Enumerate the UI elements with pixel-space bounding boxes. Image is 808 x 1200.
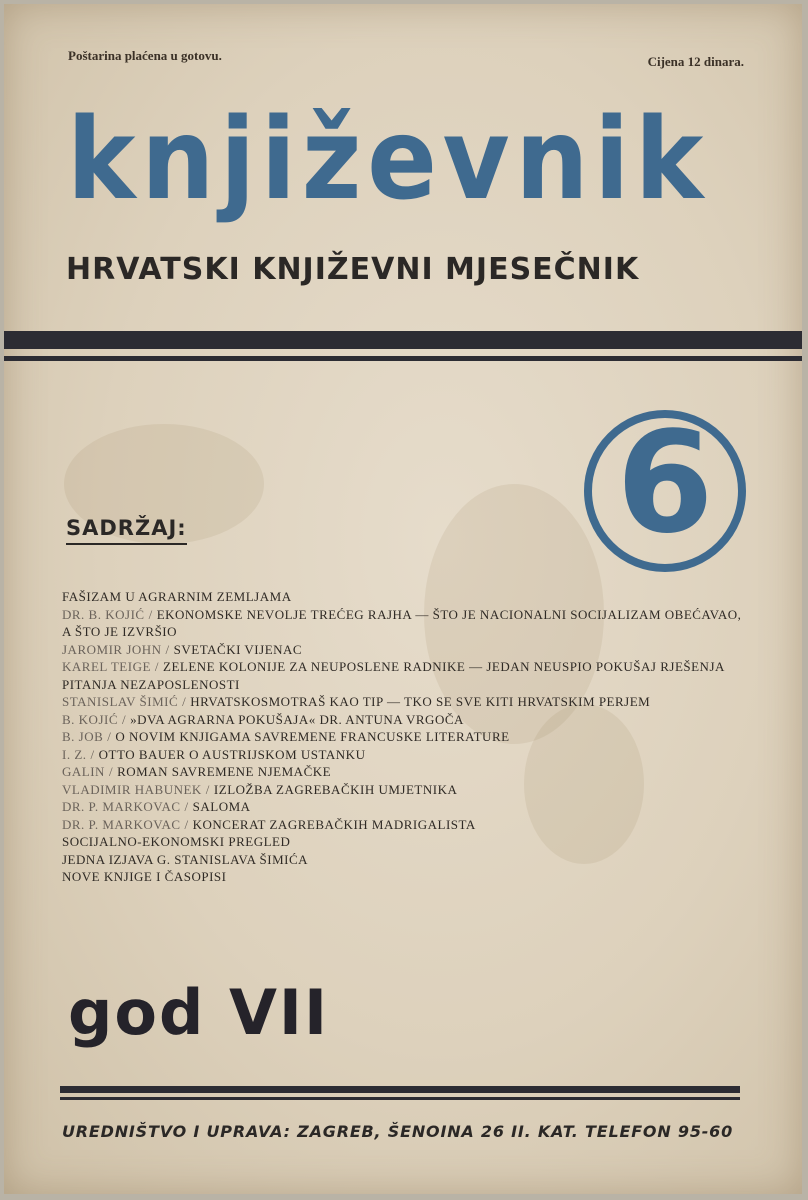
toc-entry <box>62 833 752 851</box>
toc-title: FAŠIZAM U AGRARNIM ZEMLJAMA <box>62 589 292 604</box>
toc-separator: / <box>107 729 112 744</box>
toc-author: B. JOB <box>62 729 104 744</box>
toc-author: DR. P. MARKOVAC <box>62 816 181 832</box>
volume-year: god VII <box>68 976 330 1049</box>
postage-note: Poštarina plaćena u gotovu. <box>68 48 222 63</box>
footer-divider-thin <box>60 1097 740 1100</box>
divider-thick <box>4 331 802 349</box>
toc-title: »DVA AGRARNA POKUŠAJA« DR. ANTUNA VRGOČA <box>130 711 464 727</box>
toc-title: SVETAČKI VIJENAC <box>173 641 303 657</box>
toc-entry <box>62 781 752 799</box>
toc-separator: / <box>154 659 160 674</box>
toc-title: OTTO BAUER O AUSTRIJSKOM USTANKU <box>98 746 366 762</box>
toc-author: STANISLAV ŠIMIĆ <box>62 694 179 709</box>
toc-title: HRVATSKOSMOTRAŠ KAO TIP — TKO SE SVE KITI HRVATSKIM PERJEM <box>190 694 651 709</box>
divider-thin <box>4 356 802 361</box>
toc-separator: / <box>165 641 170 657</box>
toc-author: DR. B. KOJIĆ <box>62 606 145 622</box>
toc-separator: / <box>184 816 189 832</box>
toc-title: JEDNA IZJAVA G. STANISLAVA ŠIMIĆA <box>62 851 309 867</box>
toc-title: SOCIJALNO-EKONOMSKI PREGLED <box>62 834 291 849</box>
toc-entry <box>62 763 752 781</box>
toc-author: KAREL TEIGE <box>62 659 151 674</box>
toc-separator: / <box>122 711 127 727</box>
toc-entry <box>62 851 752 869</box>
toc-separator: / <box>148 606 153 622</box>
toc-separator: / <box>184 799 189 814</box>
toc-entry <box>62 868 752 886</box>
toc-author: JAROMIR JOHN <box>62 641 162 657</box>
toc-title: NOVE KNJIGE I ČASOPISI <box>62 869 227 884</box>
toc-separator: / <box>108 764 114 779</box>
toc-title: SALOMA <box>192 799 251 814</box>
toc-title: KONCERAT ZAGREBAČKIH MADRIGALISTA <box>192 816 476 832</box>
toc-entry <box>62 746 752 764</box>
toc-entry <box>62 606 752 641</box>
toc-entry <box>62 658 752 693</box>
toc-title: ROMAN SAVREMENE NJEMAČKE <box>117 764 332 779</box>
toc-author: I. Z. <box>62 746 87 762</box>
masthead-subtitle: HRVATSKI KNJIŽEVNI MJESEČNIK <box>66 252 640 287</box>
toc-entry <box>62 798 752 816</box>
toc-title: ZELENE KOLONIJE ZA NEUPOSLENE RADNIKE — JEDAN NEUSPIO POKUŠAJ RJEŠENJA PITANJA NEZAPOSLENOSTI <box>62 659 725 692</box>
toc-entry <box>62 728 752 746</box>
issue-number: 6 <box>616 402 714 565</box>
toc-separator: / <box>205 781 210 797</box>
price-note: Cijena 12 dinara. <box>647 54 744 69</box>
toc-title: EKONOMSKE NEVOLJE TREĆEG RAJHA — ŠTO JE NACIONALNI SOCIJALIZAM OBEĆAVAO, A ŠTO JE IZVRŠIO <box>62 606 742 639</box>
toc-title: O NOVIM KNJIGAMA SAVREMENE FRANCUSKE LITERATURE <box>115 729 510 744</box>
table-of-contents <box>62 588 752 886</box>
masthead-title: književnik <box>67 95 709 225</box>
toc-title: IZLOŽBA ZAGREBAČKIH UMJETNIKA <box>213 781 458 797</box>
editorial-address: UREDNIŠTVO I UPRAVA: ZAGREB, ŠENOINA 26 II. KAT. TELEFON 95-60 <box>62 1122 734 1141</box>
contents-heading: SADRŽAJ: <box>66 516 187 545</box>
toc-author: VLADIMIR HABUNEK <box>62 781 202 797</box>
toc-author: GALIN <box>62 764 105 779</box>
magazine-cover <box>4 4 802 1194</box>
toc-separator: / <box>90 746 95 762</box>
footer-divider-thick <box>60 1086 740 1093</box>
toc-entry <box>62 693 752 711</box>
toc-separator: / <box>182 694 187 709</box>
toc-author: DR. P. MARKOVAC <box>62 799 181 814</box>
toc-entry <box>62 641 752 659</box>
toc-entry <box>62 711 752 729</box>
toc-author: B. KOJIĆ <box>62 711 119 727</box>
toc-entry <box>62 588 752 606</box>
toc-entry <box>62 816 752 834</box>
